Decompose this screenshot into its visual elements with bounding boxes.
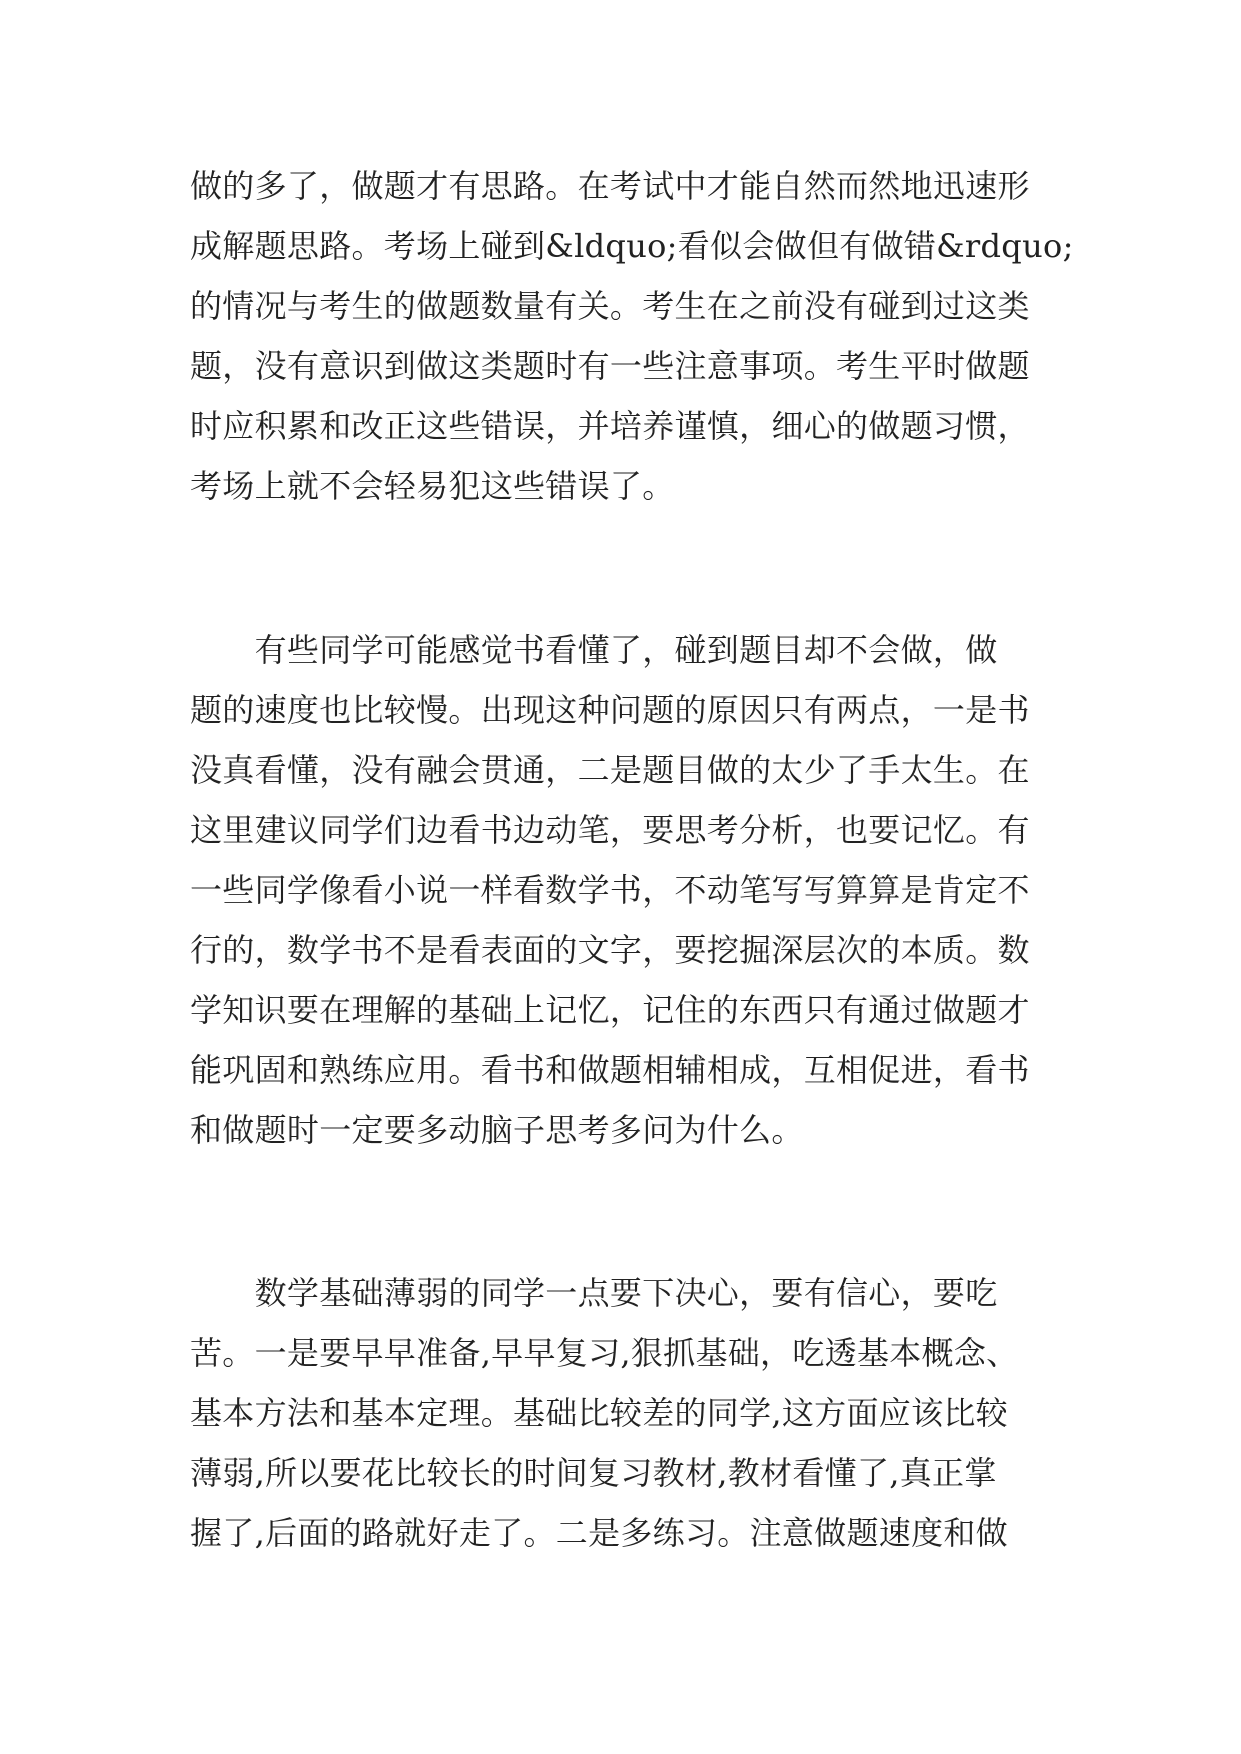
text-line: 题的速度也比较慢。出现这种问题的原因只有两点，一是书	[190, 691, 1030, 729]
text-line: 和做题时一定要多动脑子思考多问为什么。	[190, 1111, 804, 1149]
text-line: 能巩固和熟练应用。看书和做题相辅相成，互相促进，看书	[190, 1051, 1030, 1089]
text-line: 基本方法和基本定理。基础比较差的同学,这方面应该比较	[190, 1394, 1008, 1432]
text-line: 的情况与考生的做题数量有关。考生在之前没有碰到过这类	[190, 287, 1030, 325]
text-line: 有些同学可能感觉书看懂了，碰到题目却不会做，做	[190, 631, 998, 669]
text-line: 这里建议同学们边看书边动笔，要思考分析，也要记忆。有	[190, 811, 1030, 849]
paragraph-1	[190, 156, 1074, 516]
text-line: 没真看懂，没有融会贯通，二是题目做的太少了手太生。在	[190, 751, 1030, 789]
text-line: 做的多了，做题才有思路。在考试中才能自然而然地迅速形	[190, 167, 1030, 205]
text-line: 一些同学像看小说一样看数学书，不动笔写写算算是肯定不	[190, 871, 1030, 909]
text-line: 苦。一是要早早准备,早早复习,狠抓基础，吃透基本概念、	[190, 1334, 1019, 1372]
paragraph-3	[190, 1263, 1070, 1563]
text-line: 行的，数学书不是看表面的文字，要挖掘深层次的本质。数	[190, 931, 1030, 969]
text-line: 握了,后面的路就好走了。二是多练习。注意做题速度和做	[190, 1514, 1008, 1552]
text-line: 成解题思路。考场上碰到&ldquo;看似会做但有做错&rdquo;	[190, 227, 1074, 265]
text-line: 考场上就不会轻易犯这些错误了。	[190, 467, 675, 505]
paragraph-2	[190, 620, 1070, 1160]
text-line: 学知识要在理解的基础上记忆，记住的东西只有通过做题才	[190, 991, 1030, 1029]
text-line: 题，没有意识到做这类题时有一些注意事项。考生平时做题	[190, 347, 1030, 385]
text-line: 时应积累和改正这些错误，并培养谨慎，细心的做题习惯，	[190, 407, 1030, 445]
text-line: 薄弱,所以要花比较长的时间复习教材,教材看懂了,真正掌	[190, 1454, 997, 1492]
text-line: 数学基础薄弱的同学一点要下决心，要有信心，要吃	[190, 1274, 998, 1312]
